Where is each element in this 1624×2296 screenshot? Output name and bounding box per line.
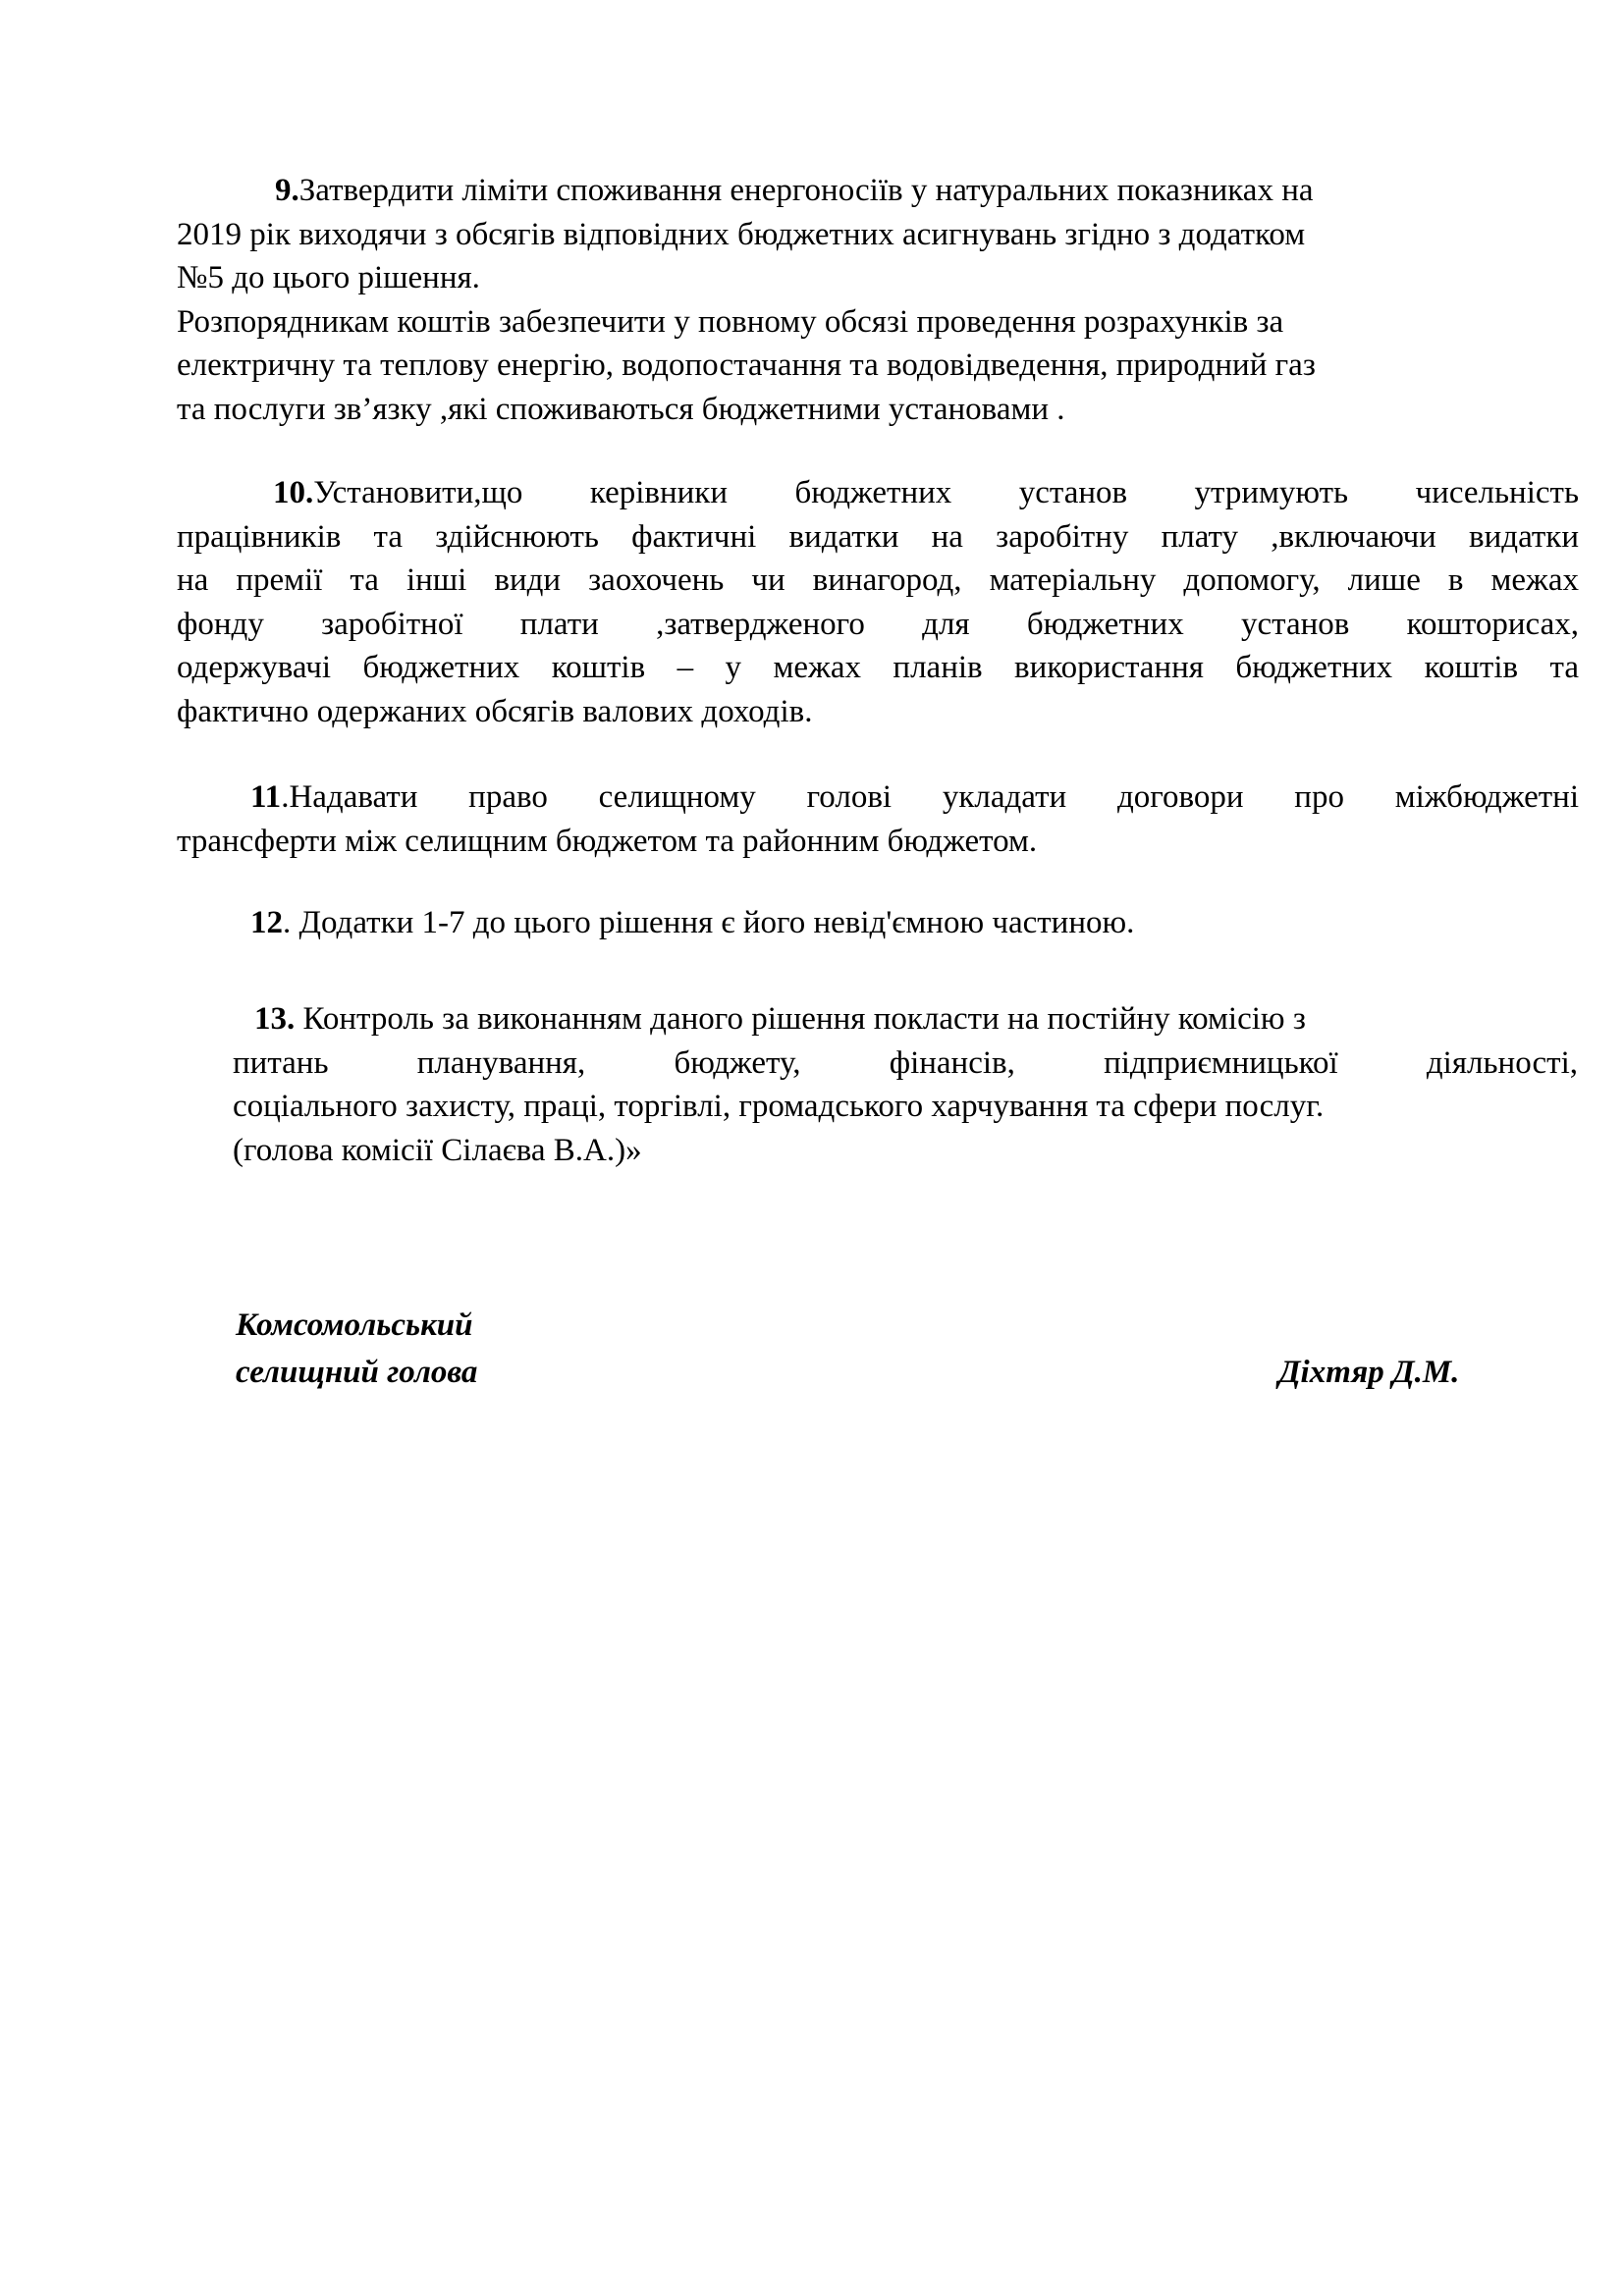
item-10-line-6: фактично одержаних обсягів валових доходів. bbox=[177, 693, 813, 729]
item-13-paragraph bbox=[233, 997, 1578, 1172]
item-12-line-1 bbox=[250, 901, 1576, 945]
item-9-line-6: та послуги зв’язку ,які споживаються бюджетними установами . bbox=[177, 391, 1065, 427]
item-11-number: 11 bbox=[250, 779, 282, 815]
item-10-line-4: фонду заробітної плати ,затвердженого для бюджетних установ кошторисах, bbox=[177, 606, 1579, 642]
item-10-number: 10. bbox=[273, 475, 314, 510]
item-10-line-1 bbox=[177, 471, 1579, 515]
item-9-text-1: Затвердити ліміти споживання енергоносіїв у натуральних показниках на bbox=[298, 173, 1314, 208]
item-9-line-1 bbox=[177, 169, 1581, 213]
signature-title-line-2: селищний голова bbox=[236, 1355, 478, 1390]
item-11-line-1 bbox=[177, 775, 1579, 820]
item-13-number: 13. bbox=[254, 1001, 296, 1037]
item-13-line-2: питань планування, бюджету, фінансів, підприємницької діяльності, bbox=[233, 1044, 1578, 1081]
item-13-line-4: (голова комісії Сілаєва В.А.)» bbox=[233, 1132, 642, 1168]
item-13-text-1: Контроль за виконанням даного рішення покласти на постійну комісію з bbox=[295, 1001, 1306, 1037]
item-11-text-1: .Надавати право селищному голові укладати договори про міжбюджетні bbox=[281, 779, 1579, 815]
signature-name: Діхтяр Д.М. bbox=[1278, 1355, 1460, 1390]
item-10-line-5: одержувачі бюджетних коштів – у межах планів використання бюджетних коштів та bbox=[177, 650, 1579, 685]
signature-title-line-1: Комсомольський bbox=[236, 1308, 473, 1343]
item-9-line-2: 2019 рік виходячи з обсягів відповідних бюджетних асигнувань згідно з додатком bbox=[177, 216, 1306, 252]
item-13-line-1 bbox=[233, 997, 1578, 1041]
item-9-line-4: Розпорядникам коштів забезпечити у повному обсязі проведення розрахунків за bbox=[177, 303, 1284, 340]
item-13-line-3: соціального захисту, праці, торгівлі, громадського харчування та сфери послуг. bbox=[233, 1089, 1325, 1124]
item-12-number: 12 bbox=[250, 905, 283, 940]
item-10-line-2: працівників та здійснюють фактичні видатки на заробітну плату ,включаючи видатки bbox=[177, 518, 1579, 555]
item-12-paragraph bbox=[250, 901, 1576, 945]
item-10-paragraph bbox=[177, 471, 1579, 733]
item-11-paragraph bbox=[177, 775, 1579, 863]
item-9-line-5: електричну та теплову енергію, водопостачання та водовідведення, природний газ bbox=[177, 347, 1316, 383]
item-10-line-3: на премії та інші види заохочень чи винагород, матеріальну допомогу, лише в межах bbox=[177, 562, 1579, 598]
item-9-line-3: №5 до цього рішення. bbox=[177, 260, 480, 295]
item-9-paragraph bbox=[177, 169, 1581, 431]
item-9-number: 9. bbox=[275, 173, 299, 208]
item-11-line-2: трансферти між селищним бюджетом та районним бюджетом. bbox=[177, 823, 1038, 859]
item-10-text-1: Установити,що керівники бюджетних установ утримують чисельність bbox=[313, 475, 1579, 510]
item-12-text: . Додатки 1-7 до цього рішення є його невід'ємною частиною. bbox=[283, 905, 1135, 940]
